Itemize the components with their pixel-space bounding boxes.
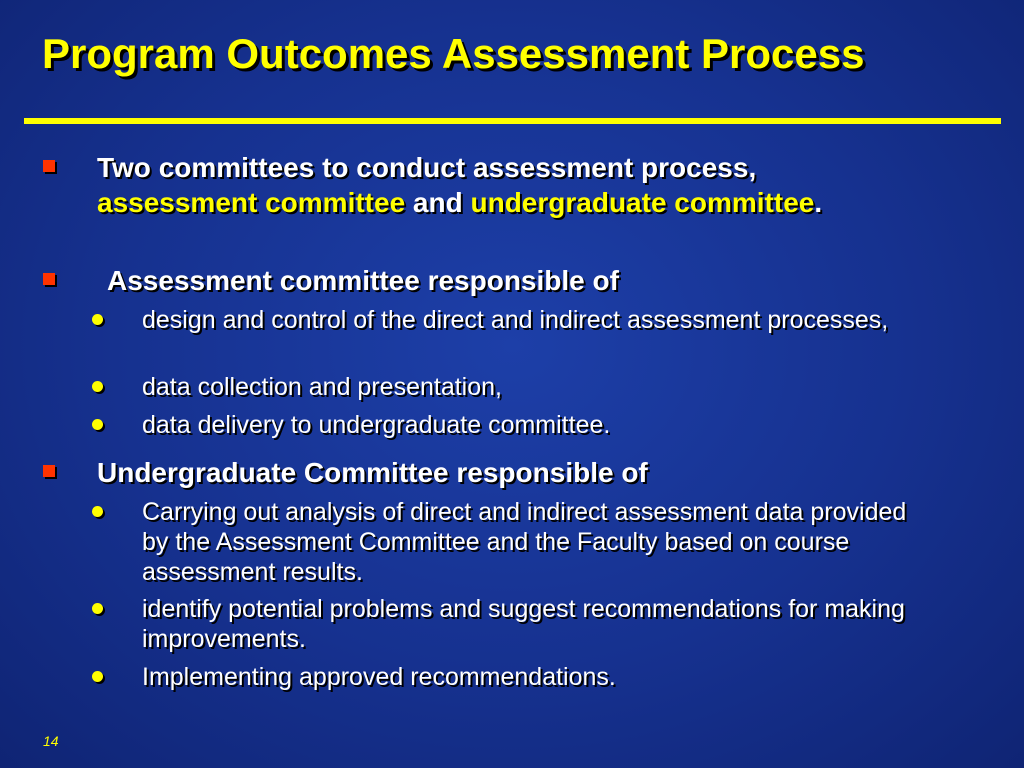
list-item-text: Implementing approved recommendations. [142,663,616,691]
bullet-joiner: and [405,187,471,218]
slide-title: Program Outcomes Assessment Process [42,30,865,77]
square-bullet-icon [43,160,55,172]
square-bullet-icon [43,273,55,285]
list-item-text: identify potential problems and suggest recommendations for making improvements. [142,595,905,653]
bullet-text: Two committees to conduct assessment process, [97,152,757,183]
bullet-end: . [814,187,823,218]
bullet-heading: Undergraduate Committee responsible of [97,457,648,488]
page-number: 14 [43,733,59,749]
bullet-heading: Assessment committee responsible of [107,265,619,296]
round-bullet-icon [92,381,103,392]
round-bullet-icon [92,419,103,430]
list-item-text: design and control of the direct and indirect assessment processes, [142,306,889,334]
highlight-assessment-committee: assessment committee [97,187,406,218]
highlight-undergraduate-committee: undergraduate committee [470,187,815,218]
round-bullet-icon [92,671,103,682]
round-bullet-icon [92,603,103,614]
round-bullet-icon [92,314,103,325]
square-bullet-icon [43,465,55,477]
list-item-text: Carrying out analysis of direct and indirect assessment data provided by the Assessment Committee and the Faculty based on course assessment results. [142,498,907,586]
round-bullet-icon [92,506,103,517]
list-item-text: data delivery to undergraduate committee. [142,411,611,439]
list-item-text: data collection and presentation, [142,373,502,401]
